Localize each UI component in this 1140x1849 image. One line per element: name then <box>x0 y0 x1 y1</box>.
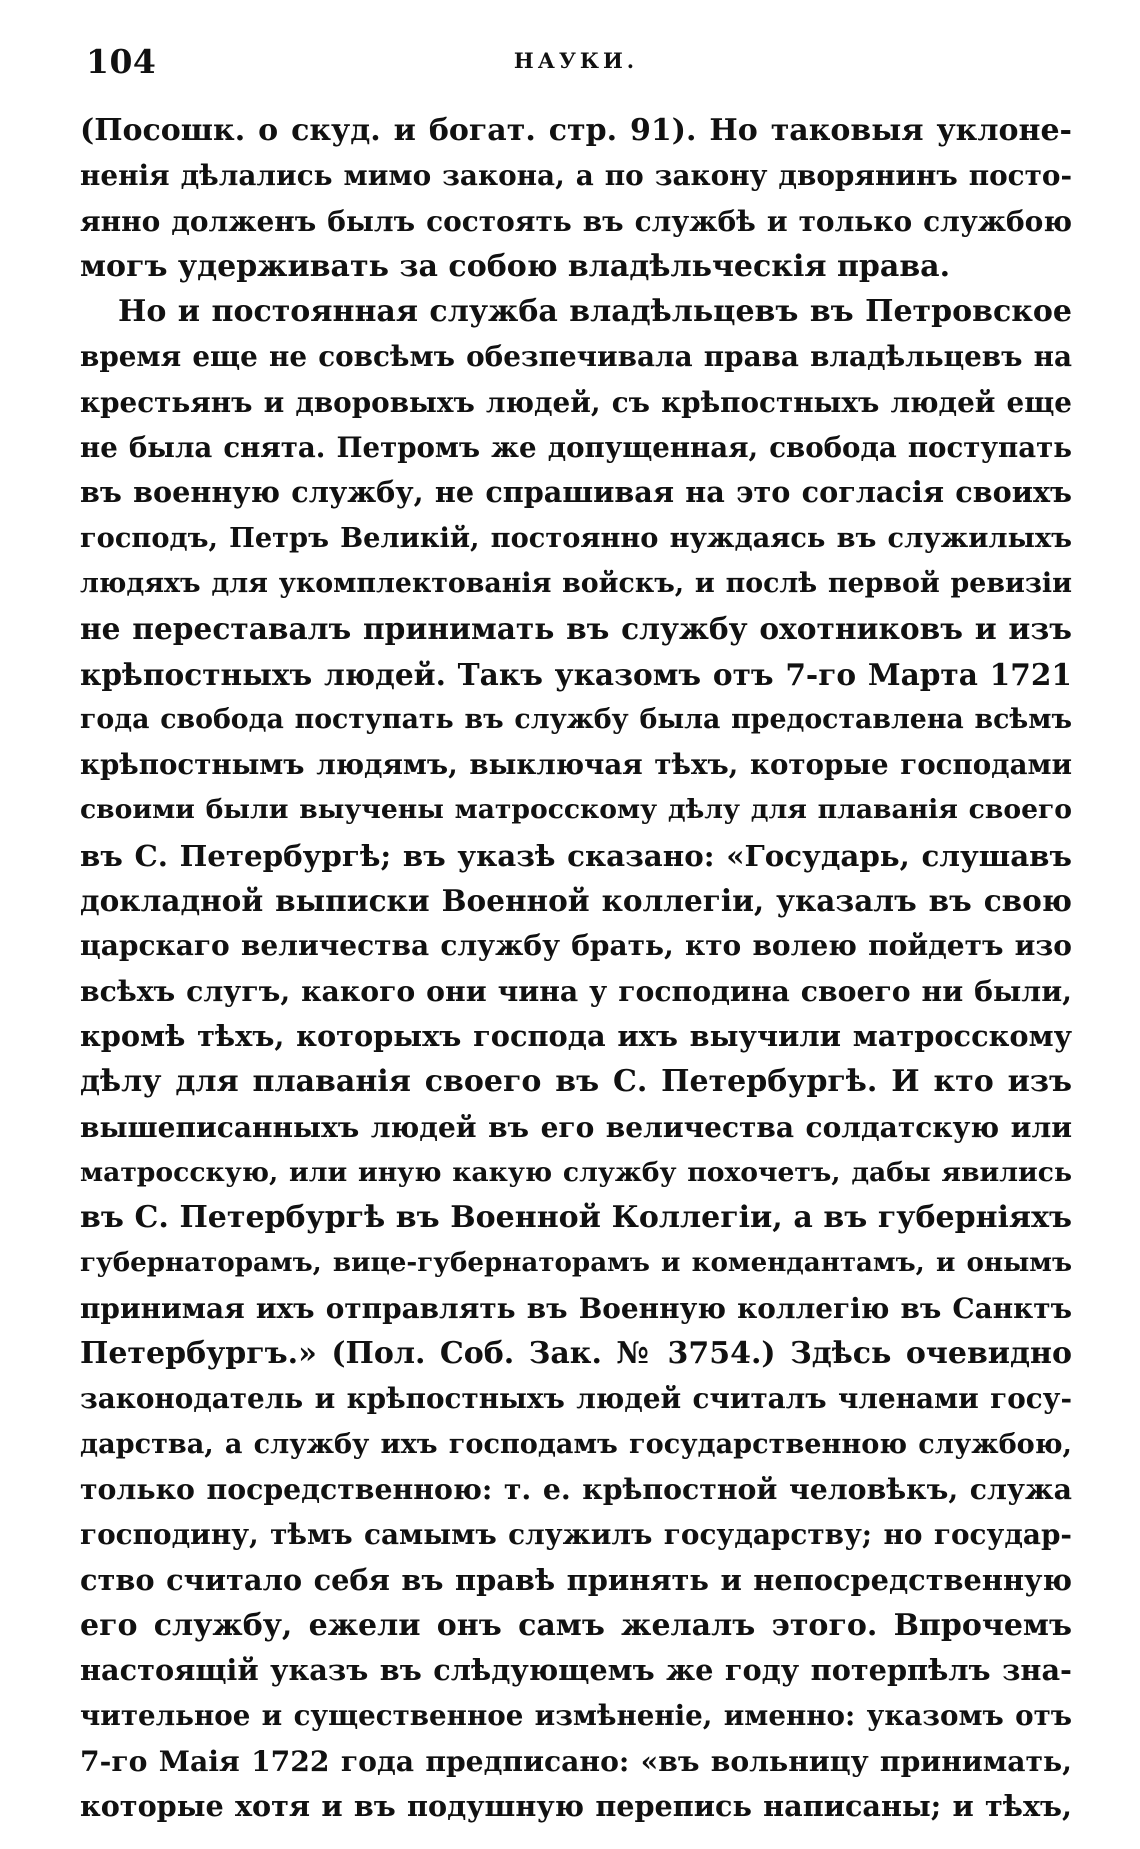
text-line: въ военную службу, не спрашивая на это согласія своихъ <box>80 475 1072 510</box>
running-head: НАУКИ. <box>513 48 639 73</box>
text-line: господъ, Петръ Великій, постоянно нуждаясь въ служилыхъ <box>80 521 1072 554</box>
text-line: могъ удерживать за собою владѣльческія права. <box>80 248 951 284</box>
text-line: не была снята. Петромъ же допущенная, свобода поступать <box>80 431 1072 465</box>
text-line: вышеписанныхъ людей въ его величества солдатскую или <box>80 1110 1072 1144</box>
text-line: всѣхъ слугъ, какого они чина у господина своего ни были, <box>80 973 1072 1008</box>
text-line: матросскую, или иную какую службу похочетъ, дабы явились <box>80 1156 1072 1188</box>
text-line: дѣлу для плаванія своего въ С. Петербургѣ. И кто изъ <box>80 1064 1072 1100</box>
text-line: кромѣ тѣхъ, которыхъ господа ихъ выучили матросскому <box>80 1018 1072 1053</box>
body-text <box>80 108 1072 1829</box>
text-line: Петербургъ.» (Пол. Соб. Зак. № 3754.) Здѣсь очевидно <box>80 1336 1072 1372</box>
text-line: крѣпостныхъ людей. Такъ указомъ отъ 7-го Марта 1721 <box>80 656 1072 692</box>
text-line: не переставалъ принимать въ службу охотниковъ и изъ <box>80 611 1072 647</box>
text-line: царскаго величества службу брать, кто волею пойдетъ изо <box>80 929 1072 963</box>
text-line: людяхъ для укомплектованія войскъ, и послѣ первой ревизіи <box>80 567 1072 599</box>
page-number: 104 <box>86 42 157 81</box>
text-line: настоящій указъ въ слѣдующемъ же году потерпѣлъ зна- <box>80 1653 1072 1688</box>
text-line: его службу, ежели онъ самъ желалъ этого. Впрочемъ <box>80 1607 1072 1643</box>
text-line: въ С. Петербургѣ въ Военной Коллегіи, а въ губерніяхъ <box>80 1200 1072 1236</box>
text-line: крѣпостнымъ людямъ, выключая тѣхъ, которые господами <box>80 748 1072 782</box>
text-line: въ С. Петербургѣ; въ указѣ сказано: «Государь, слушавъ <box>80 837 1072 873</box>
text-line: принимая ихъ отправлять въ Военную коллегію въ Санктъ <box>80 1291 1072 1325</box>
text-line: (Посошк. о скуд. и богат. стр. 91). Но таковыя уклоне- <box>80 113 1072 148</box>
text-line: докладной выписки Военной коллегіи, указалъ въ свою <box>80 883 1072 919</box>
text-line: губернаторамъ, вице-губернаторамъ и комендантамъ, и онымъ <box>80 1247 1072 1279</box>
text-line: которые хотя и въ подушную перепись написаны; и тѣхъ, <box>80 1788 1072 1823</box>
text-line: Но и постоянная служба владѣльцевъ въ Петровское <box>118 294 1072 330</box>
text-line: время еще не совсѣмъ обезпечивала права владѣльцевъ на <box>80 340 1072 374</box>
text-line: янно долженъ былъ состоять въ службѣ и только службою <box>80 204 1072 238</box>
text-line: ненія дѣлались мимо закона, а по закону дворянинъ посто- <box>80 159 1072 193</box>
text-line: чительное и существенное измѣненіе, именно: указомъ отъ <box>80 1699 1072 1733</box>
text-line: дарства, а службу ихъ господамъ государственною службою, <box>80 1428 1072 1460</box>
text-line: законодатель и крѣпостныхъ людей считалъ членами госу- <box>80 1382 1072 1416</box>
text-line: крестьянъ и дворовыхъ людей, съ крѣпостныхъ людей еще <box>80 385 1072 419</box>
text-line: господину, тѣмъ самымъ служилъ государству; но государ- <box>80 1518 1072 1552</box>
text-line: только посредственною: т. е. крѣпостной человѣкъ, служа <box>80 1471 1072 1506</box>
page-header <box>86 42 1066 82</box>
text-line: своими были выучены матросскому дѣлу для плаванія своего <box>80 794 1072 826</box>
text-line: 7-го Маія 1722 года предписано: «въ вольницу принимать, <box>80 1744 1072 1778</box>
text-line: года свобода поступать въ службу была предоставлена всѣмъ <box>80 703 1072 735</box>
text-line: ство считало себя въ правѣ принять и непосредственную <box>80 1562 1072 1597</box>
